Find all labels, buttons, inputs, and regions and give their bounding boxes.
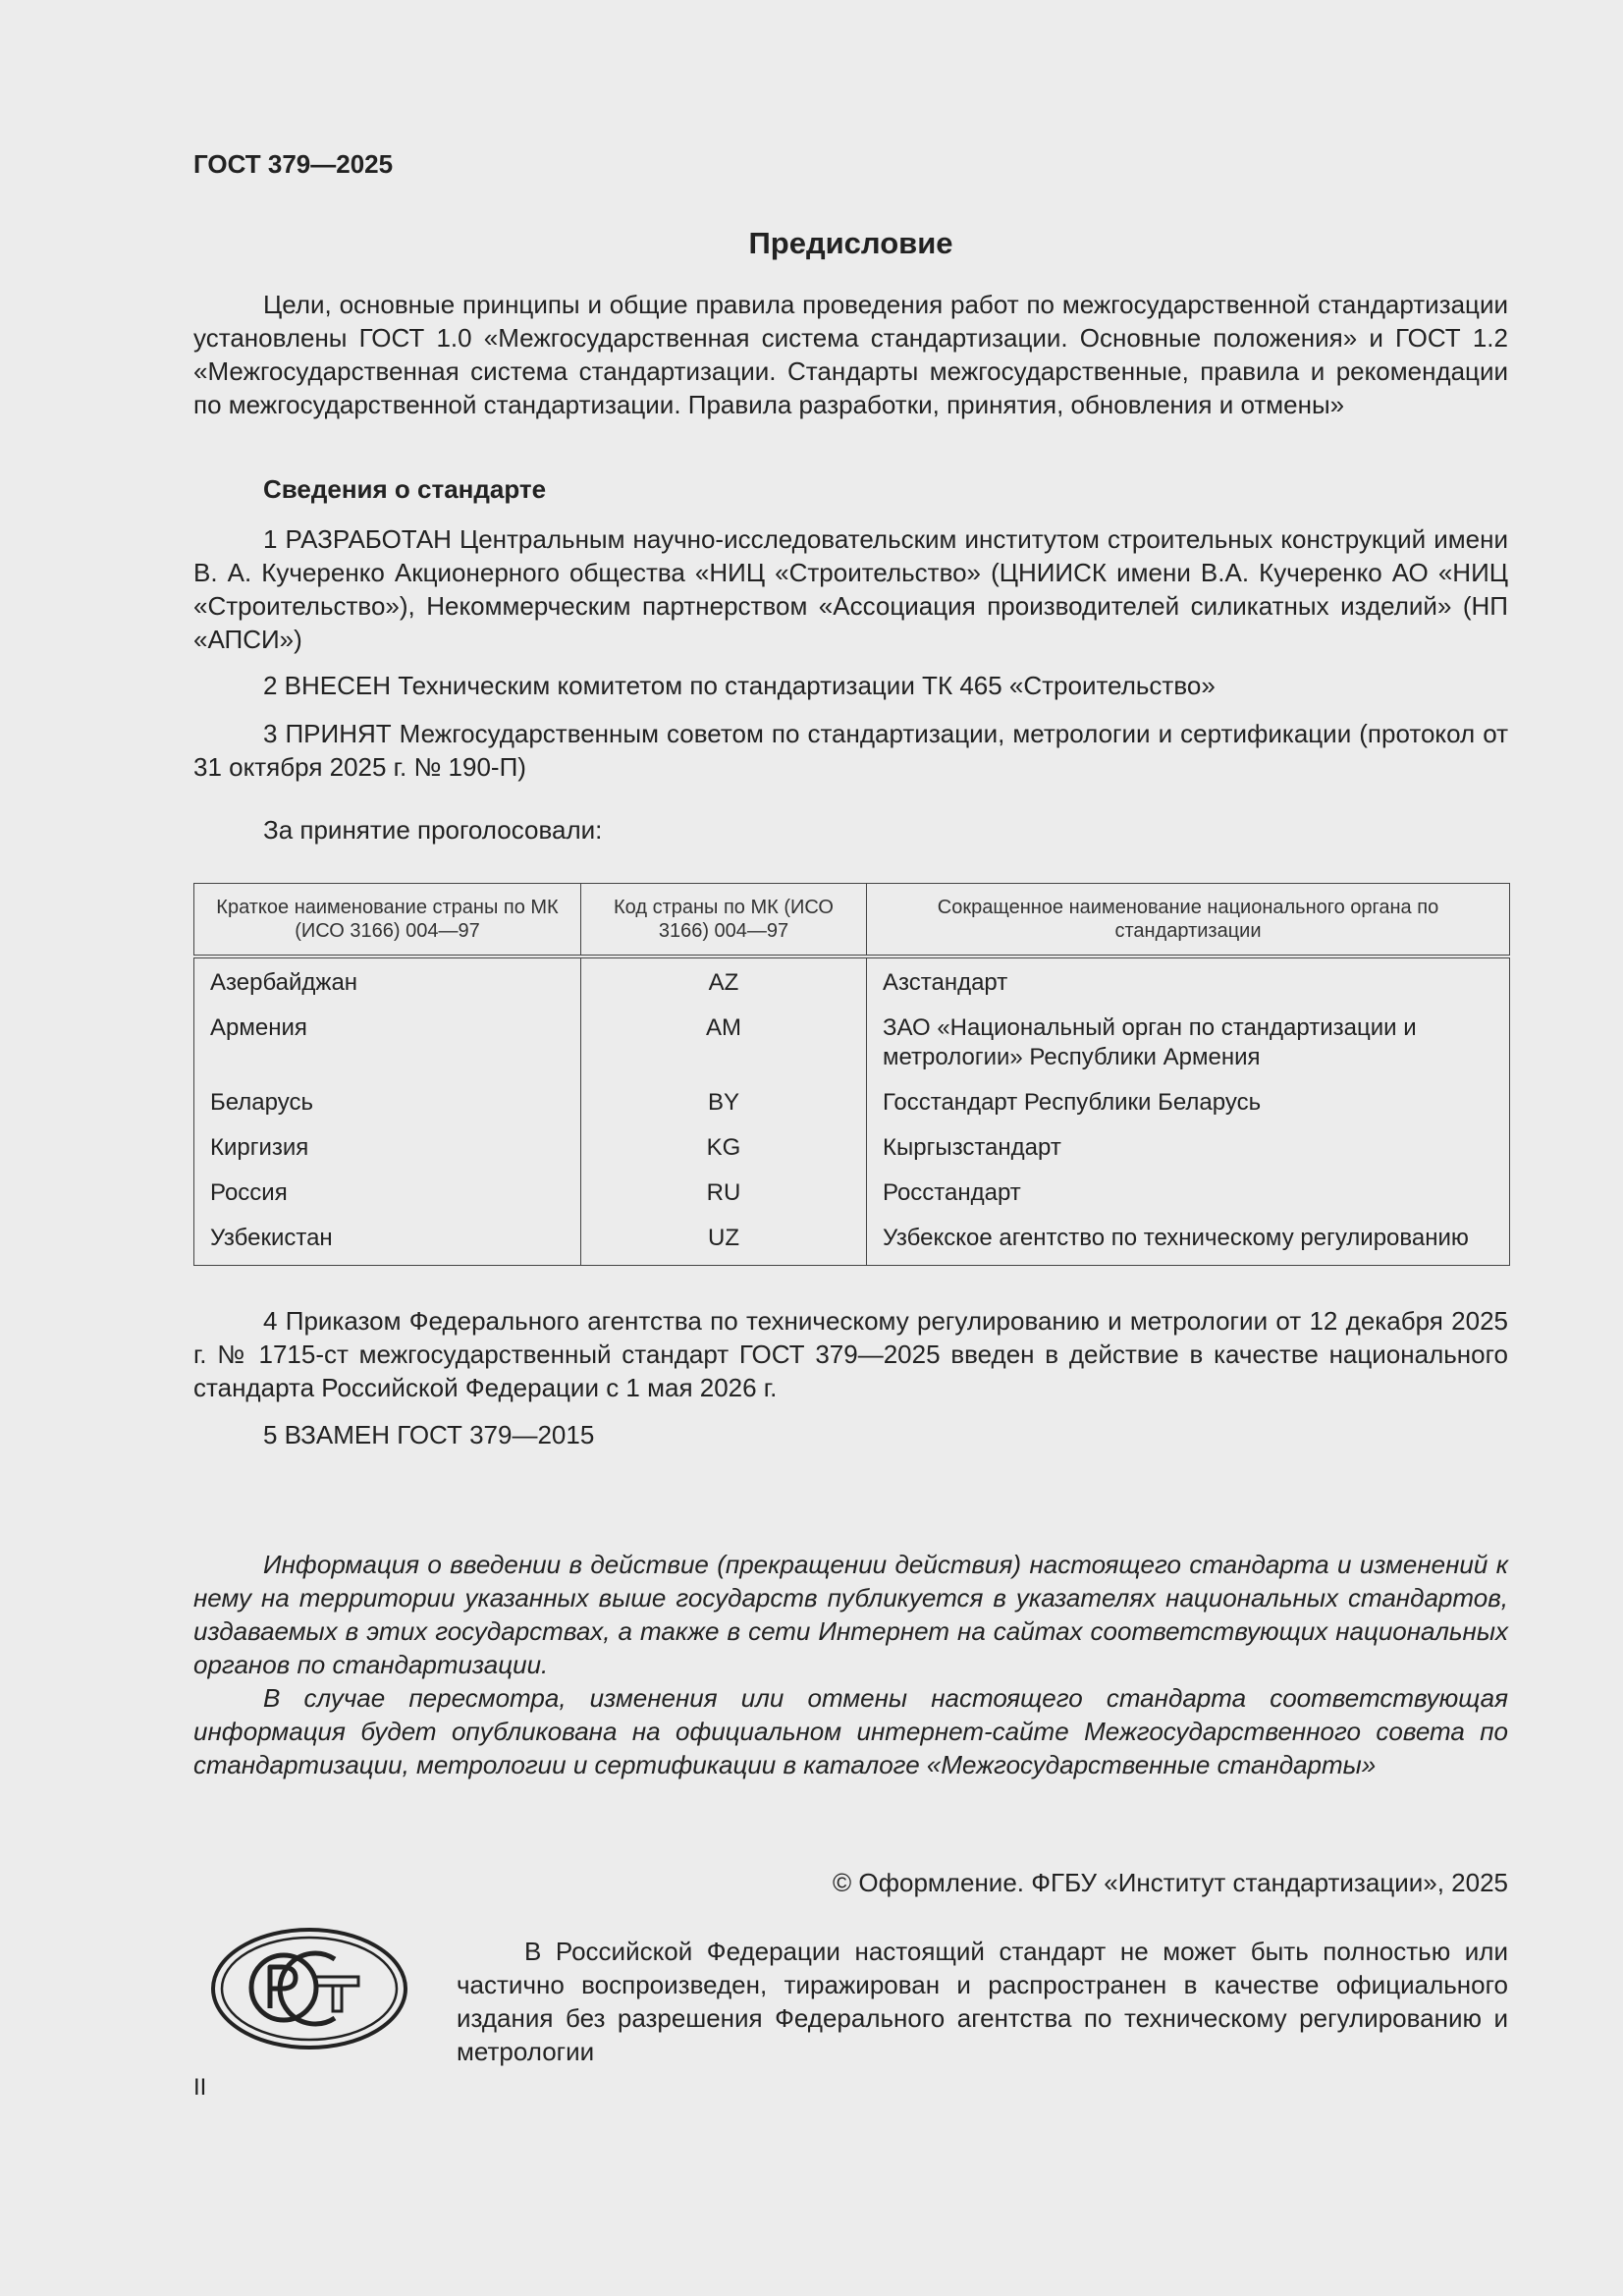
item-replaces: 5 ВЗАМЕН ГОСТ 379—2015 <box>263 1420 595 1449</box>
item-submitted: 2 ВНЕСЕН Техническим комитетом по стандартизации ТК 465 «Строительство» <box>263 671 1216 700</box>
intro-paragraph: Цели, основные принципы и общие правила проведения работ по межгосударственной стандартизации установлены ГОСТ 1.0 «Межгосударственная система стандартизации. Основные положения» и ГОСТ 1.2 «Межгосударственная система стандартизации. Стандарты межгосударственные, правила и рекомендации по межгосударственной стандартизации. Правила разработки, принятия, обновления и отмены» <box>193 290 1508 419</box>
reproduction-notice: В Российской Федерации настоящий стандарт не может быть полностью или частично воспроизведен, тиражирован и распространен в качестве официального издания без разрешения Федерального агентства по техническому регулированию и метрологии <box>457 1937 1508 2066</box>
table-row <box>194 1220 1510 1266</box>
info-paragraph: В случае пересмотра, изменения или отмены настоящего стандарта соответствующая информация будет опубликована на официальном интернет-сайте Межгосударственного совета по стандартизации, метрологии и сертификации в каталоге «Межгосударственные стандарты» <box>193 1683 1508 1779</box>
country-cell: Россия <box>194 1175 581 1220</box>
code-cell: KG <box>581 1129 867 1175</box>
pst-certification-mark-icon <box>209 1926 409 2056</box>
page-title: Предисловие <box>748 226 953 260</box>
body-cell: Азстандарт <box>867 957 1510 1010</box>
table-row <box>194 1084 1510 1129</box>
body-cell: ЗАО «Национальный орган по стандартизации и метрологии» Республики Армения <box>867 1010 1510 1084</box>
country-cell: Узбекистан <box>194 1220 581 1266</box>
info-paragraph: Информация о введении в действие (прекращении действия) настоящего стандарта и изменений к нему на территории указанных выше государств публикуется в указателях национальных стандартов, издаваемых в этих государствах, а также в сети Интернет на сайтах соответствующих национальных органов по стандартизации. <box>193 1550 1508 1679</box>
page-number: II <box>193 2074 207 2101</box>
table-row <box>194 957 1510 1010</box>
country-cell: Киргизия <box>194 1129 581 1175</box>
code-cell: AZ <box>581 957 867 1010</box>
voting-countries-table <box>193 883 1510 1266</box>
column-header-country: Краткое наименование страны по МК (ИСО 3166) 004—97 <box>194 884 581 957</box>
item-developed: 1 РАЗРАБОТАН Центральным научно-исследовательским институтом строительных конструкций имени В. А. Кучеренко Акционерного общества «НИЦ «Строительство» (ЦНИИСК имени В.А. Кучеренко АО «НИЦ «Строительство»), Некоммерческим партнерством «Ассоциация производителей силикатных изделий» (НП «АПСИ») <box>193 524 1508 654</box>
copyright-line: © Оформление. ФГБУ «Институт стандартизации», 2025 <box>833 1868 1508 1897</box>
column-header-body: Сокращенное наименование национального органа по стандартизации <box>867 884 1510 957</box>
body-cell: Узбекское агентство по техническому регулированию <box>867 1220 1510 1266</box>
body-cell: Росстандарт <box>867 1175 1510 1220</box>
document-code: ГОСТ 379—2025 <box>193 149 394 179</box>
body-cell: Госстандарт Республики Беларусь <box>867 1084 1510 1129</box>
table-row <box>194 1129 1510 1175</box>
code-cell: UZ <box>581 1220 867 1266</box>
country-cell: Беларусь <box>194 1084 581 1129</box>
column-header-code: Код страны по МК (ИСО 3166) 004—97 <box>581 884 867 957</box>
votes-label: За принятие проголосовали: <box>263 815 603 845</box>
item-adopted: 3 ПРИНЯТ Межгосударственным советом по стандартизации, метрологии и сертификации (протокол от 31 октября 2025 г. № 190-П) <box>193 719 1508 782</box>
body-cell: Кыргызстандарт <box>867 1129 1510 1175</box>
country-cell: Азербайджан <box>194 957 581 1010</box>
country-cell: Армения <box>194 1010 581 1084</box>
section-heading: Сведения о стандарте <box>263 474 547 504</box>
code-cell: BY <box>581 1084 867 1129</box>
code-cell: AM <box>581 1010 867 1084</box>
table-row <box>194 1175 1510 1220</box>
code-cell: RU <box>581 1175 867 1220</box>
table-row <box>194 1010 1510 1084</box>
item-enacted: 4 Приказом Федерального агентства по техническому регулированию и метрологии от 12 декабря 2025 г. № 1715-ст межгосударственный стандарт ГОСТ 379—2025 введен в действие в качестве национального стандарта Российской Федерации с 1 мая 2026 г. <box>193 1306 1508 1402</box>
